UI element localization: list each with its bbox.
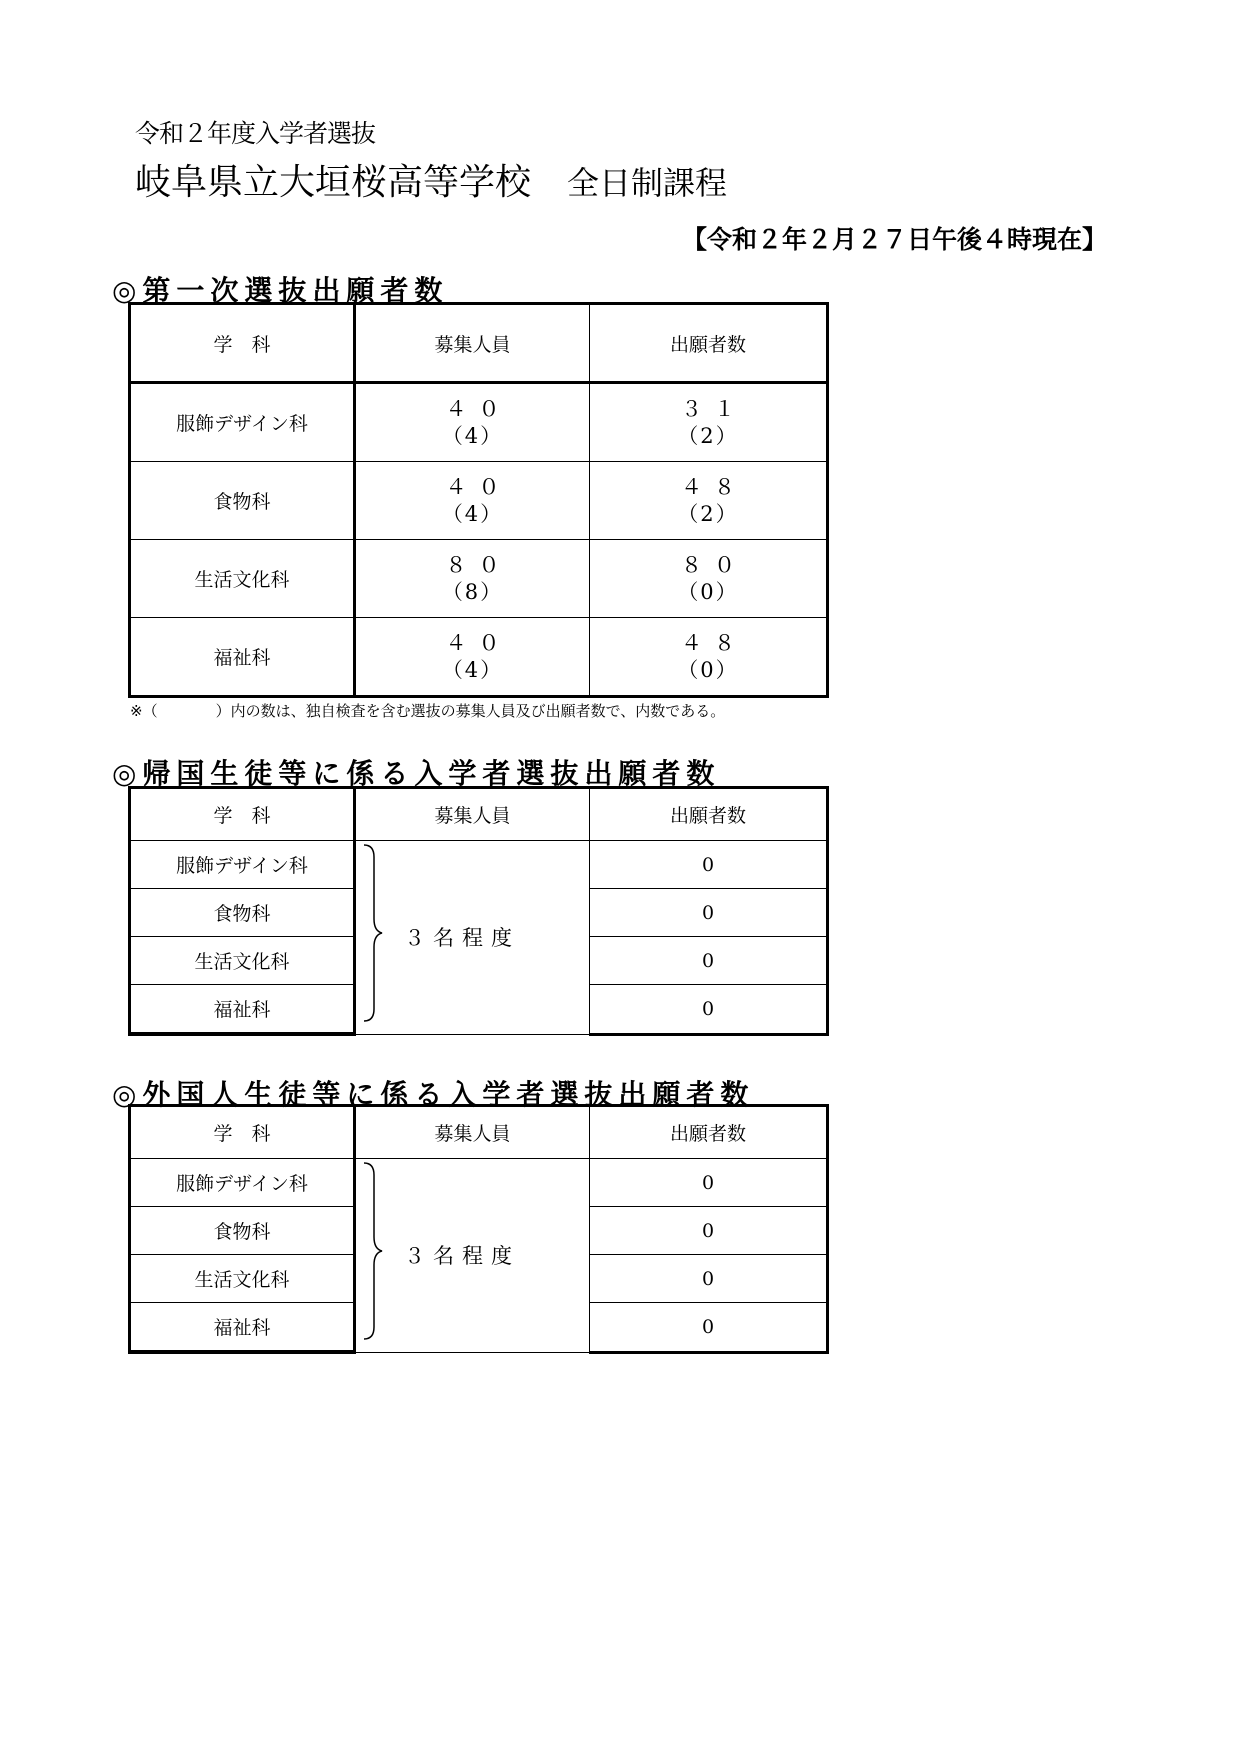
applicants-value: ４８ — [681, 474, 747, 499]
note-suffix: ）内の数は、独自検査を含む選抜の募集人員及び出願者数で、内数である。 — [215, 702, 726, 720]
applicants-cell: 0 — [590, 985, 828, 1035]
applicants-value: ４８ — [681, 630, 747, 655]
foreign-student-selection-table — [128, 1104, 829, 1354]
exam-year-subtitle: 令和２年度入学者選抜 — [135, 119, 376, 148]
table-row — [130, 540, 828, 618]
curly-brace-icon — [362, 843, 384, 1023]
first-selection-heading: ◎第一次選抜出願者数 — [112, 274, 449, 307]
applicants-value: ８０ — [681, 552, 747, 577]
capacity-value: ８０ — [445, 552, 512, 577]
header-applicants: 出願者数 — [590, 304, 828, 383]
capacity-sub-value: （4） — [441, 423, 504, 448]
applicants-cell: 0 — [590, 937, 828, 985]
dept-cell: 食物科 — [130, 889, 355, 937]
table-row — [130, 618, 828, 697]
first-selection-table — [128, 302, 829, 698]
table-header-row — [130, 304, 828, 383]
applicants-cell: 0 — [590, 1303, 828, 1353]
capacity-sub-value: （8） — [441, 579, 504, 604]
table-row — [130, 383, 828, 462]
header-capacity: 募集人員 — [355, 788, 590, 841]
applicants-cell: 0 — [590, 1159, 828, 1207]
applicants-cell: 0 — [590, 1255, 828, 1303]
header-dept: 学 科 — [130, 1106, 355, 1159]
dept-cell: 食物科 — [130, 462, 355, 540]
header-applicants: 出願者数 — [590, 788, 828, 841]
capacity-value: ４０ — [445, 630, 512, 655]
dept-cell: 生活文化科 — [130, 540, 355, 618]
capacity-sub-value: （4） — [441, 501, 504, 526]
capacity-merged-cell — [355, 841, 590, 1035]
dept-cell: 生活文化科 — [130, 937, 355, 985]
applicants-cell: 0 — [590, 1207, 828, 1255]
school-title — [135, 154, 727, 205]
curly-brace-icon — [362, 1161, 384, 1341]
returnee-selection-table — [128, 786, 829, 1036]
returnee-selection-heading: ◎帰国生徒等に係る入学者選抜出願者数 — [112, 757, 721, 790]
applicants-sub-value: （0） — [677, 579, 739, 604]
dept-cell: 服飾デザイン科 — [130, 383, 355, 462]
table-row — [130, 841, 828, 889]
quota-text: ３名程度 — [404, 1244, 520, 1269]
applicants-sub-value: （2） — [677, 423, 739, 448]
foreign-student-selection-heading: ◎外国人生徒等に係る入学者選抜出願者数 — [112, 1078, 755, 1111]
applicants-value: ３１ — [681, 396, 747, 421]
header-capacity: 募集人員 — [355, 1106, 590, 1159]
table-header-row — [130, 788, 828, 841]
dept-cell: 福祉科 — [130, 1303, 355, 1353]
applicants-cell — [590, 462, 828, 540]
course-type: 全日制課程 — [567, 164, 728, 202]
applicants-cell — [590, 383, 828, 462]
dept-cell: 服飾デザイン科 — [130, 1159, 355, 1207]
capacity-cell — [355, 618, 590, 697]
as-of-date: 【令和２年２月２７日午後４時現在】 — [681, 225, 1107, 254]
applicants-cell: 0 — [590, 889, 828, 937]
capacity-merged-cell — [355, 1159, 590, 1353]
capacity-cell — [355, 462, 590, 540]
capacity-cell — [355, 540, 590, 618]
applicants-sub-value: （2） — [677, 501, 739, 526]
header-dept: 学 科 — [130, 304, 355, 383]
capacity-value: ４０ — [445, 396, 512, 421]
applicants-cell — [590, 618, 828, 697]
dept-cell: 福祉科 — [130, 985, 355, 1035]
note-prefix: ※（ — [130, 702, 158, 720]
table-row — [130, 1159, 828, 1207]
header-dept: 学 科 — [130, 788, 355, 841]
capacity-value: ４０ — [445, 474, 512, 499]
school-name: 岐阜県立大垣桜高等学校 — [135, 162, 532, 203]
table-row — [130, 462, 828, 540]
parenthesis-note — [130, 700, 725, 721]
dept-cell: 生活文化科 — [130, 1255, 355, 1303]
quota-text: ３名程度 — [404, 926, 520, 951]
header-capacity: 募集人員 — [355, 304, 590, 383]
header-applicants: 出願者数 — [590, 1106, 828, 1159]
dept-cell: 服飾デザイン科 — [130, 841, 355, 889]
capacity-cell — [355, 383, 590, 462]
dept-cell: 福祉科 — [130, 618, 355, 697]
applicants-cell: 0 — [590, 841, 828, 889]
applicants-cell — [590, 540, 828, 618]
applicants-sub-value: （0） — [677, 657, 739, 682]
dept-cell: 食物科 — [130, 1207, 355, 1255]
capacity-sub-value: （4） — [441, 657, 504, 682]
table-header-row — [130, 1106, 828, 1159]
